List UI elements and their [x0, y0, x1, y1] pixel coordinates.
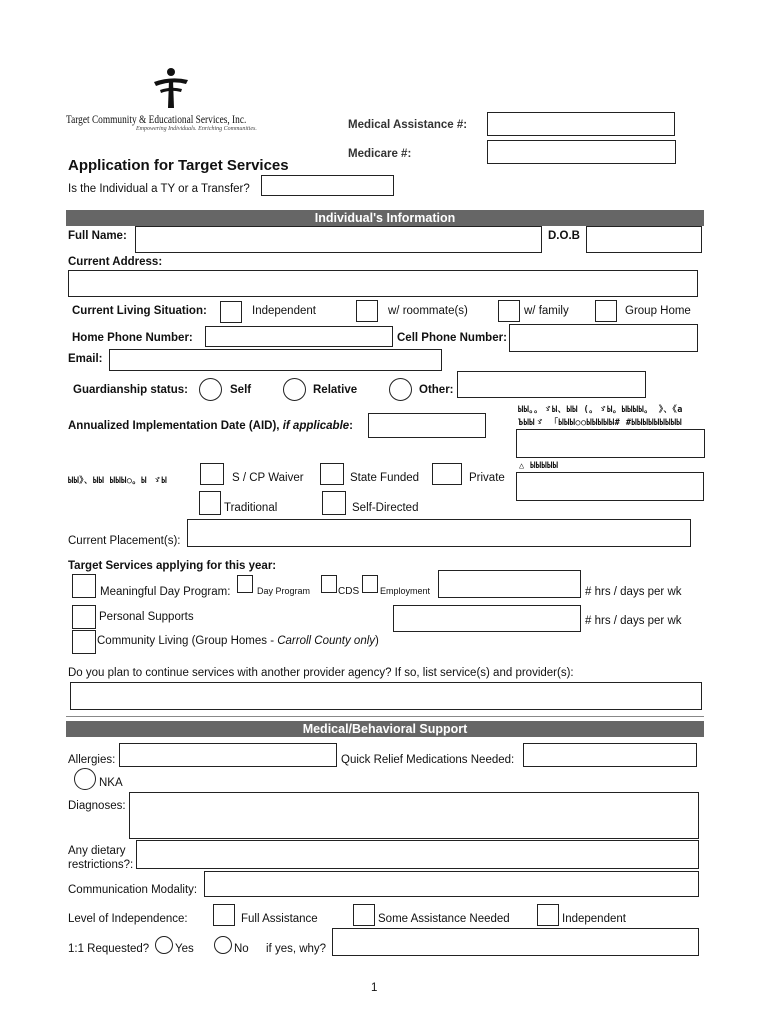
guardianship-self-label: Self — [230, 384, 252, 396]
quick-relief-field[interactable] — [523, 743, 697, 767]
logo-figure-icon — [146, 66, 196, 110]
current-placement-label: Current Placement(s): — [68, 535, 181, 547]
cds-checkbox[interactable] — [321, 575, 337, 593]
dietary-label-1: Any dietary — [68, 845, 126, 857]
independent-label: Independent — [562, 913, 626, 925]
diagnoses-label: Diagnoses: — [68, 800, 126, 812]
cell-phone-label: Cell Phone Number: — [397, 332, 507, 344]
day-program-checkbox[interactable] — [237, 575, 253, 593]
cp-waiver-label: S / CP Waiver — [232, 472, 304, 484]
guardianship-other-label: Other: — [419, 384, 454, 396]
medical-section-header: Medical/Behavioral Support — [66, 721, 704, 737]
full-assistance-label: Full Assistance — [241, 913, 318, 925]
state-funded-label: State Funded — [350, 472, 420, 484]
living-group-home-checkbox[interactable] — [595, 300, 617, 322]
aid-label-italic: if applicable — [282, 420, 350, 432]
org-name: Target Community & Educational Services, Inc. — [66, 112, 247, 126]
current-placement-field[interactable] — [187, 519, 691, 547]
guardianship-other-radio[interactable] — [389, 378, 412, 401]
dietary-label-2: restrictions?: — [68, 859, 134, 871]
medicare-label: Medicare #: — [348, 148, 412, 160]
full-name-label: Full Name: — [68, 230, 127, 242]
garbled-text-3: △ ЫЫЫЫЫ — [519, 461, 559, 471]
private-checkbox[interactable] — [432, 463, 462, 485]
nka-label: NKA — [99, 777, 123, 789]
email-field[interactable] — [109, 349, 442, 371]
guardianship-other-field[interactable] — [457, 371, 646, 398]
aid-label — [68, 420, 353, 432]
org-tagline: Empowering Individuals. Enriching Communities. — [136, 126, 257, 132]
section-divider — [66, 716, 704, 717]
state-funded-checkbox[interactable] — [320, 463, 344, 485]
medical-assistance-label: Medical Assistance #: — [348, 119, 468, 131]
living-independent-label: Independent — [252, 305, 316, 317]
ty-transfer-label: Is the Individual a TY or a Transfer? — [68, 183, 250, 195]
traditional-checkbox[interactable] — [199, 491, 221, 515]
employment-checkbox[interactable] — [362, 575, 378, 593]
email-label: Email: — [68, 353, 103, 365]
some-assistance-checkbox[interactable] — [353, 904, 375, 926]
other-provider-field[interactable] — [70, 682, 702, 710]
home-phone-label: Home Phone Number: — [72, 332, 193, 344]
employment-label: Employment — [380, 586, 431, 596]
address-field[interactable] — [68, 270, 698, 297]
address-label: Current Address: — [68, 256, 163, 268]
individual-section-header: Individual's Information — [66, 210, 704, 226]
community-living-checkbox[interactable] — [72, 630, 96, 654]
full-assistance-checkbox[interactable] — [213, 904, 235, 926]
home-phone-field[interactable] — [205, 326, 393, 347]
guardianship-label: Guardianship status: — [73, 384, 189, 396]
guardianship-relative-label: Relative — [313, 384, 358, 396]
self-directed-checkbox[interactable] — [322, 491, 346, 515]
living-family-label: w/ family — [524, 305, 569, 317]
meaningful-day-label: Meaningful Day Program: — [100, 586, 231, 598]
page-title: Application for Target Services — [68, 157, 289, 174]
aid-label-text: Annualized Implementation Date (AID), — [68, 420, 280, 432]
one-to-one-no-label: No — [234, 943, 249, 955]
self-directed-label: Self-Directed — [352, 502, 419, 514]
one-to-one-label: 1:1 Requested? — [68, 943, 150, 955]
dietary-field[interactable] — [136, 840, 699, 869]
dob-label: D.O.B — [548, 230, 580, 242]
personal-supports-hours-field[interactable] — [393, 605, 581, 632]
living-group-home-label: Group Home — [625, 305, 691, 317]
dob-field[interactable] — [586, 226, 702, 253]
why-label: if yes, why? — [266, 943, 327, 955]
communication-label: Communication Modality: — [68, 884, 198, 896]
community-living-close: ) — [375, 635, 379, 647]
community-living-italic: Carroll County only — [277, 635, 376, 647]
personal-supports-label: Personal Supports — [99, 611, 194, 623]
community-living-text: Community Living (Group Homes - — [97, 635, 278, 647]
living-roommates-label: w/ roommate(s) — [388, 305, 468, 317]
why-field[interactable] — [332, 928, 699, 956]
other-provider-question: Do you plan to continue services with another provider agency? If so, list service(s) and provider(s): — [68, 667, 574, 679]
diagnoses-field[interactable] — [129, 792, 699, 839]
guardianship-relative-radio[interactable] — [283, 378, 306, 401]
medical-assistance-field[interactable] — [487, 112, 675, 136]
services-label: Target Services applying for this year: — [68, 560, 277, 572]
one-to-one-yes-radio[interactable] — [155, 936, 173, 954]
traditional-label: Traditional — [224, 502, 278, 514]
garbled-text-1: ЫЫ。。ゞЫ、ЫЫ (。ゞЫ。ЫЫЫЫ。 》、《a — [518, 405, 683, 415]
living-roommates-checkbox[interactable] — [356, 300, 378, 322]
communication-field[interactable] — [204, 871, 699, 897]
full-name-field[interactable] — [135, 226, 542, 253]
some-assistance-label: Some Assistance Needed — [378, 913, 510, 925]
personal-supports-checkbox[interactable] — [72, 605, 96, 629]
living-independent-checkbox[interactable] — [220, 301, 242, 323]
logo — [146, 66, 196, 110]
independence-label: Level of Independence: — [68, 913, 188, 925]
living-situation-label: Current Living Situation: — [72, 305, 207, 317]
quick-relief-label: Quick Relief Medications Needed: — [341, 754, 515, 766]
garbled-text-2: ЪЫЫゞ 「ЫЫЫ○○ЫЫЫЫЫ# #ЫЫЫЫЫЫЫЫЫ — [518, 418, 683, 428]
medicare-field[interactable] — [487, 140, 676, 164]
garbled-text-4: ЫЫ》、ЫЫ ЫЫЫ○。Ы ゞЫ — [68, 476, 168, 486]
independent-checkbox[interactable] — [537, 904, 559, 926]
hrs-per-wk-label-2: # hrs / days per wk — [585, 615, 682, 627]
private-label: Private — [469, 472, 505, 484]
guardianship-self-radio[interactable] — [199, 378, 222, 401]
cell-phone-field[interactable] — [509, 324, 698, 352]
nka-radio[interactable] — [74, 768, 96, 790]
allergies-field[interactable] — [119, 743, 337, 767]
hrs-per-wk-label-1: # hrs / days per wk — [585, 586, 682, 598]
one-to-one-no-radio[interactable] — [214, 936, 232, 954]
ty-transfer-field[interactable] — [261, 175, 394, 196]
one-to-one-yes-label: Yes — [175, 943, 194, 955]
garbled-field-1[interactable] — [516, 429, 705, 458]
cp-waiver-checkbox[interactable] — [200, 463, 224, 485]
aid-label-colon: : — [349, 420, 354, 432]
allergies-label: Allergies: — [68, 754, 116, 766]
aid-field[interactable] — [368, 413, 486, 438]
living-family-checkbox[interactable] — [498, 300, 520, 322]
meaningful-day-hours-field[interactable] — [438, 570, 581, 598]
garbled-field-2[interactable] — [516, 472, 704, 501]
page-number: 1 — [371, 982, 378, 994]
day-program-label: Day Program — [257, 586, 311, 596]
meaningful-day-checkbox[interactable] — [72, 574, 96, 598]
community-living-label — [97, 635, 379, 647]
cds-label: CDS — [338, 586, 360, 597]
